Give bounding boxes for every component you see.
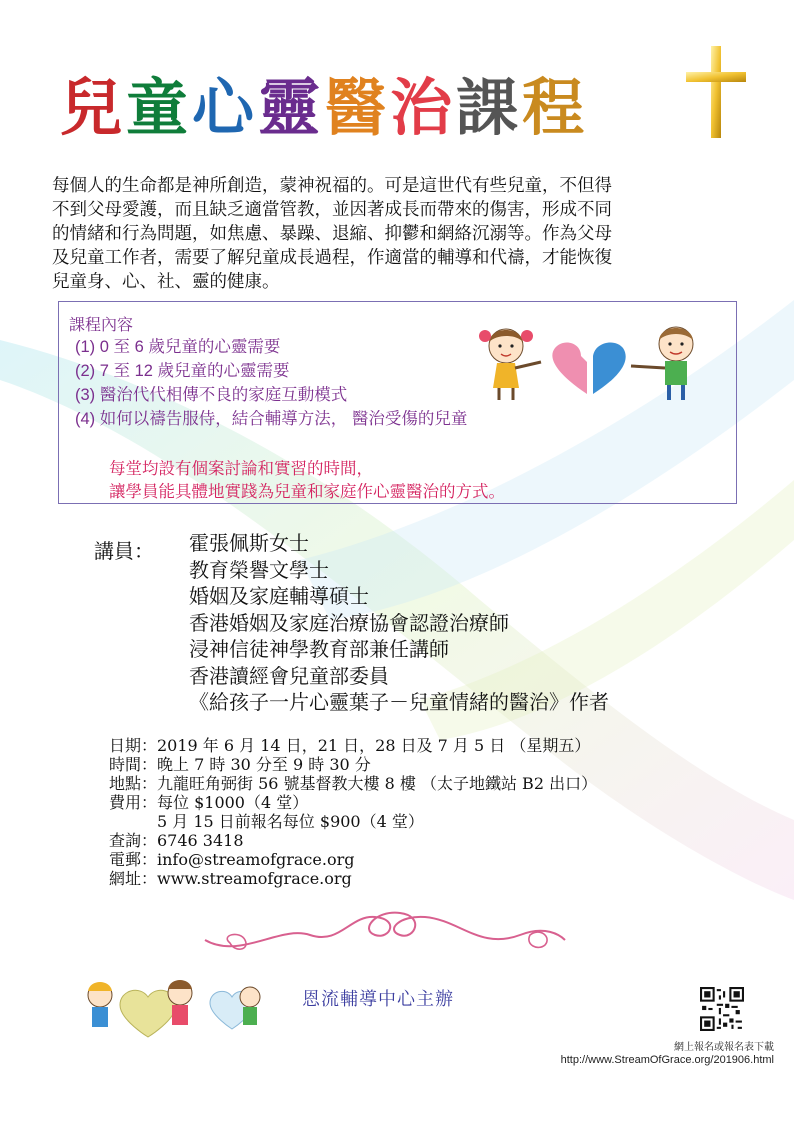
- course-item: (2) 7 至 12 歲兒童的心靈需要: [75, 362, 290, 380]
- title-char: 程: [522, 71, 589, 144]
- course-note: [109, 457, 505, 503]
- registration-url[interactable]: http://www.StreamOfGrace.org/201906.html: [560, 1054, 774, 1066]
- detail-date: 日期：2019 年 6 月 14 日，21 日，28 日及 7 月 5 日 （星期五）: [109, 736, 591, 755]
- intro-line: 的情緒和行為問題，如焦慮、暴躁、退縮、抑鬱和網絡沉溺等。作為父母: [52, 224, 612, 244]
- lecturer-line: 香港婚姻及家庭治療協會認證治療師: [189, 610, 509, 635]
- detail-enquiry: 查詢：6746 3418: [109, 831, 244, 850]
- detail-email[interactable]: 電郵：info@streamofgrace.org: [109, 850, 355, 869]
- detail-time: 時間：晚上 7 時 30 分至 9 時 30 分: [109, 755, 371, 774]
- title-char: 兒: [60, 71, 127, 144]
- event-details: [109, 736, 597, 888]
- course-item: (3) 醫治代代相傳不良的家庭互動模式: [75, 386, 348, 404]
- course-item-list: [75, 335, 467, 431]
- course-item: (4) 如何以禱告服侍，結合輔導方法， 醫治受傷的兒童: [75, 410, 468, 428]
- lecturer-line: 教育榮譽文學士: [189, 557, 329, 582]
- intro-line: 不到父母愛護，而且缺乏適當管教，並因著成長而帶來的傷害，形成不同: [52, 200, 612, 220]
- course-heading: 課程內容: [69, 317, 134, 334]
- registration-note: 網上報名或報名表下載: [674, 1042, 774, 1053]
- heart-lace-ornament: [200, 905, 570, 960]
- lecturer-line: 香港讀經會兒童部委員: [189, 663, 389, 688]
- detail-early-fee: 5 月 15 日前報名每位 $900（4 堂）: [109, 812, 424, 831]
- detail-website[interactable]: 網址：www.streamofgrace.org: [109, 869, 352, 888]
- cross-icon: [686, 46, 746, 138]
- lecturer-label: 講員：: [94, 539, 154, 563]
- course-content-box: [58, 301, 737, 504]
- title-char: 課: [456, 71, 523, 144]
- course-item: (1) 0 至 6 歲兒童的心靈需要: [75, 338, 281, 356]
- intro-line: 及兒童工作者，需要了解兒童成長過程，作適當的輔導和代禱，才能恢復: [52, 248, 612, 268]
- title-char: 靈: [258, 71, 325, 144]
- intro-line: 每個人的生命都是神所創造，蒙神祝福的。可是這世代有些兒童，不但得: [52, 176, 612, 196]
- lecturer-line: 霍張佩斯女士: [189, 531, 309, 555]
- kids-heart-illustration: [461, 316, 721, 404]
- detail-fee: 費用：每位 $1000（4 堂）: [109, 793, 309, 812]
- lecturer-line: 婚姻及家庭輔導碩士: [189, 584, 369, 608]
- intro-line: 兒童身、心、社、靈的健康。: [52, 272, 280, 292]
- title-char: 童: [126, 71, 193, 144]
- title-char: 治: [390, 71, 457, 144]
- kids-hearts-illustration: [70, 975, 270, 1045]
- detail-venue: 地點：九龍旺角弼街 56 號基督教大樓 8 樓 （太子地鐵站 B2 出口）: [109, 774, 598, 793]
- qr-code-icon[interactable]: [700, 987, 744, 1031]
- lecturer-line: 《給孩子一片心靈葉子－兒童情緒的醫治》作者: [189, 690, 609, 714]
- organizer-name: 恩流輔導中心主辦: [302, 989, 454, 1010]
- lecturer-line: 浸神信徒神學教育部兼任講師: [189, 637, 449, 661]
- title-char: 醫: [324, 71, 391, 144]
- title-char: 心: [192, 71, 259, 144]
- course-note-line: 每堂均設有個案討論和實習的時間，: [109, 459, 373, 478]
- page-title: [60, 58, 588, 147]
- lecturer-credentials: [189, 530, 609, 716]
- intro-paragraph: [52, 174, 752, 294]
- course-note-line: 讓學員能具體地實踐為兒童和家庭作心靈醫治的方式。: [109, 482, 505, 501]
